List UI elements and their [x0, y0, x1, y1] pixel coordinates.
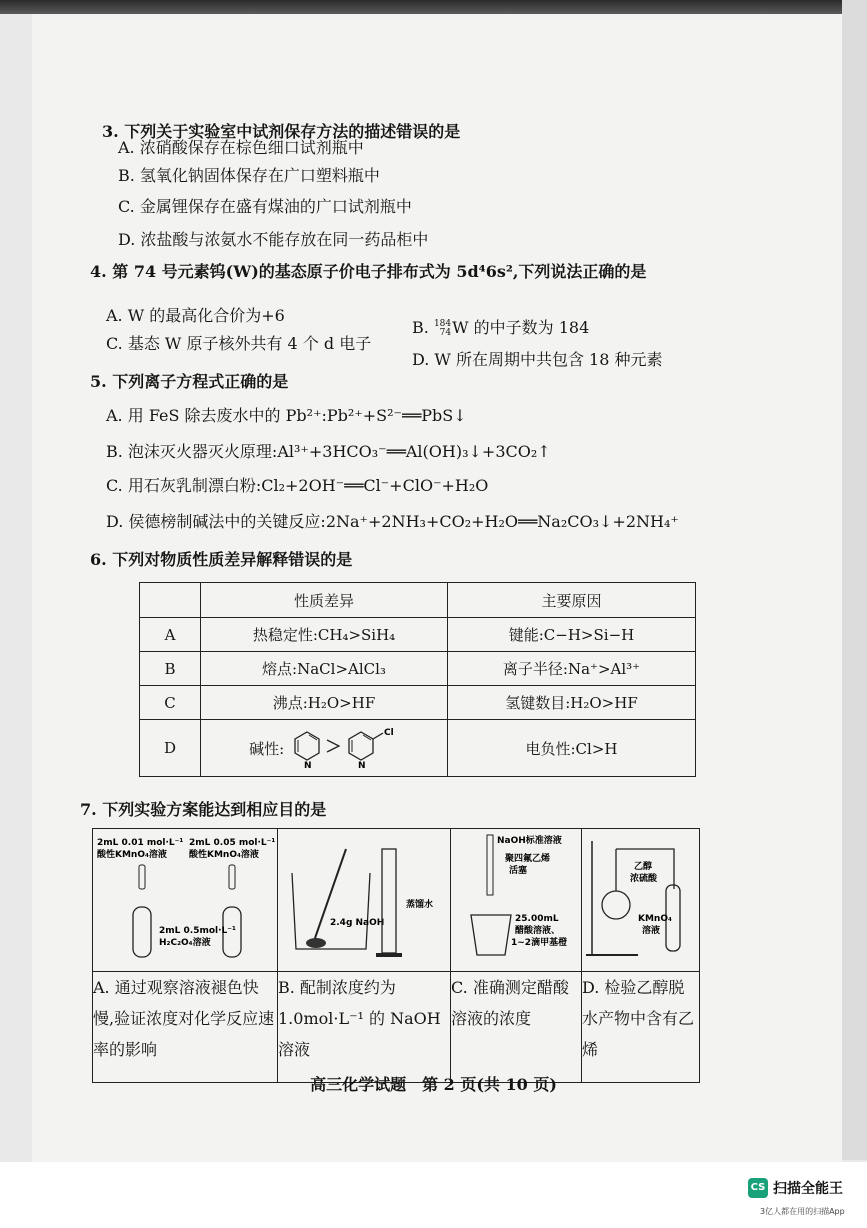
difference-cell: 热稳定性:CH₄>SiH₄: [201, 618, 448, 652]
difference-cell: 熔点:NaCl>AlCl₃: [201, 652, 448, 686]
table-header-cell: 性质差异: [201, 583, 448, 618]
pyridine-comparison-structures: [289, 724, 399, 772]
figure-b-cell: [278, 829, 451, 972]
table-header-row: [140, 583, 696, 618]
scan-top-shadow: [0, 0, 867, 14]
q5-option-b: B. 泡沫灭火器灭火原理:Al³⁺+3HCO₃⁻══Al(OH)₃↓+3CO₂↑: [106, 442, 551, 461]
q3-option-d: D. 浓盐酸与浓氨水不能存放在同一药品柜中: [118, 230, 429, 249]
svg-text:酸性KMnO₄溶液: 酸性KMnO₄溶液: [189, 850, 259, 860]
q7-option-b: B. 配制浓度约为 1.0mol·L⁻¹ 的 NaOH 溶液: [278, 972, 451, 1083]
q4-option-a: A. W 的最高化合价为+6: [106, 306, 285, 325]
q7-option-d: D. 检验乙醇脱水产物中含有乙烯: [582, 972, 700, 1083]
option-cell: B: [140, 652, 201, 686]
table-row: [140, 720, 696, 777]
q5-option-a: A. 用 FeS 除去废水中的 Pb²⁺:Pb²⁺+S²⁻══PbS↓: [106, 406, 467, 425]
table-header-cell: [140, 583, 201, 618]
reason-cell: 键能:C−H>Si−H: [448, 618, 696, 652]
isotope-mass-number: 184: [433, 318, 452, 329]
svg-text:2mL 0.05 mol·L⁻¹: 2mL 0.05 mol·L⁻¹: [189, 838, 276, 848]
isotope-atomic-number: 74: [439, 327, 452, 338]
camscanner-logo-icon: CS: [748, 1178, 768, 1198]
chloro-label: Cl: [383, 728, 394, 738]
svg-text:活塞: 活塞: [509, 866, 528, 876]
q4-option-c: C. 基态 W 原子核外共有 4 个 d 电子: [106, 334, 372, 353]
q5-option-c: C. 用石灰乳制漂白粉:Cl₂+2OH⁻══Cl⁻+ClO⁻+H₂O: [106, 476, 489, 495]
svg-text:25.00mL: 25.00mL: [515, 914, 559, 924]
table-header-cell: 主要原因: [448, 583, 696, 618]
option-cell: C: [140, 686, 201, 720]
reason-cell: 离子半径:Na⁺>Al³⁺: [448, 652, 696, 686]
figure-row: [93, 829, 700, 972]
chloropyridine-n-label: N: [357, 761, 366, 771]
svg-text:聚四氟乙烯: 聚四氟乙烯: [505, 854, 551, 864]
q4-option-b: B. 184 74W 的中子数为 184: [412, 318, 590, 338]
figure-c-cell: [451, 829, 582, 972]
svg-text:2mL 0.5mol·L⁻¹: 2mL 0.5mol·L⁻¹: [159, 926, 236, 936]
figure-a-test-tubes: [93, 829, 277, 967]
q7-table: [92, 828, 700, 1083]
q6-table: [139, 582, 696, 777]
q5-stem: 5. 下列离子方程式正确的是: [90, 372, 289, 391]
svg-text:KMnO₄: KMnO₄: [638, 914, 672, 924]
option-cell: D: [140, 720, 201, 777]
reason-cell: 电负性:Cl>H: [448, 720, 696, 777]
pyridine-n-label: N: [303, 761, 312, 771]
option-row: [93, 972, 700, 1083]
q7-stem: 7. 下列实验方案能达到相应目的是: [80, 800, 327, 819]
q3-stem: 3. 下列关于实验室中试剂保存方法的描述错误的是: [102, 122, 461, 141]
svg-text:2mL 0.01 mol·L⁻¹: 2mL 0.01 mol·L⁻¹: [97, 838, 184, 848]
page-footer: 高三化学试题 第 2 页(共 10 页): [310, 1075, 557, 1094]
svg-text:1~2滴甲基橙: 1~2滴甲基橙: [511, 938, 568, 948]
q4-option-d: D. W 所在周期中共包含 18 种元素: [412, 350, 663, 369]
option-cell: A: [140, 618, 201, 652]
svg-text:蒸馏水: 蒸馏水: [406, 900, 434, 910]
figure-a-cell: [93, 829, 278, 972]
svg-text:H₂C₂O₄溶液: H₂C₂O₄溶液: [159, 938, 211, 948]
svg-text:NaOH标准溶液: NaOH标准溶液: [497, 836, 562, 846]
brand-name: 扫描全能王: [773, 1181, 843, 1197]
svg-text:浓硫酸: 浓硫酸: [630, 874, 658, 884]
q5-option-d: D. 侯德榜制碱法中的关键反应:2Na⁺+2NH₃+CO₂+H₂O══Na₂CO₃↓+2NH₄⁺: [106, 512, 679, 531]
q7-option-c: C. 准确测定醋酸溶液的浓度: [451, 972, 582, 1083]
figure-c-titration: [451, 829, 581, 967]
difference-cell: 沸点:H₂O>HF: [201, 686, 448, 720]
figure-b-beaker-cylinder: [278, 829, 450, 967]
svg-text:醋酸溶液、: 醋酸溶液、: [515, 926, 561, 936]
svg-text:溶液: 溶液: [642, 926, 661, 936]
table-row: [140, 686, 696, 720]
table-row: [140, 652, 696, 686]
svg-text:2.4g NaOH: 2.4g NaOH: [330, 918, 385, 928]
q3-option-c: C. 金属锂保存在盛有煤油的广口试剂瓶中: [118, 197, 412, 216]
scanner-watermark-bar: [0, 1162, 867, 1228]
figure-d-ethanol-dehydration: [582, 829, 699, 967]
scan-right-edge: [842, 0, 867, 1160]
svg-text:乙醇: 乙醇: [634, 862, 653, 872]
svg-text:酸性KMnO₄溶液: 酸性KMnO₄溶液: [97, 850, 167, 860]
q3-option-b: B. 氢氧化钠固体保存在广口塑料瓶中: [118, 166, 380, 185]
difference-cell: 碱性: N Cl N: [201, 720, 448, 777]
figure-d-cell: [582, 829, 700, 972]
reason-cell: 氢键数目:H₂O>HF: [448, 686, 696, 720]
q4-stem: 4. 第 74 号元素钨(W)的基态原子价电子排布式为 5d⁴6s²,下列说法正确的是: [90, 262, 647, 281]
table-row: [140, 618, 696, 652]
q3-option-a: A. 浓硝酸保存在棕色细口试剂瓶中: [118, 138, 364, 157]
q6-stem: 6. 下列对物质性质差异解释错误的是: [90, 550, 353, 569]
q7-option-a: A. 通过观察溶液褪色快慢,验证浓度对化学反应速率的影响: [93, 972, 278, 1083]
brand-tagline: 3亿人都在用的扫描App: [760, 1207, 845, 1216]
